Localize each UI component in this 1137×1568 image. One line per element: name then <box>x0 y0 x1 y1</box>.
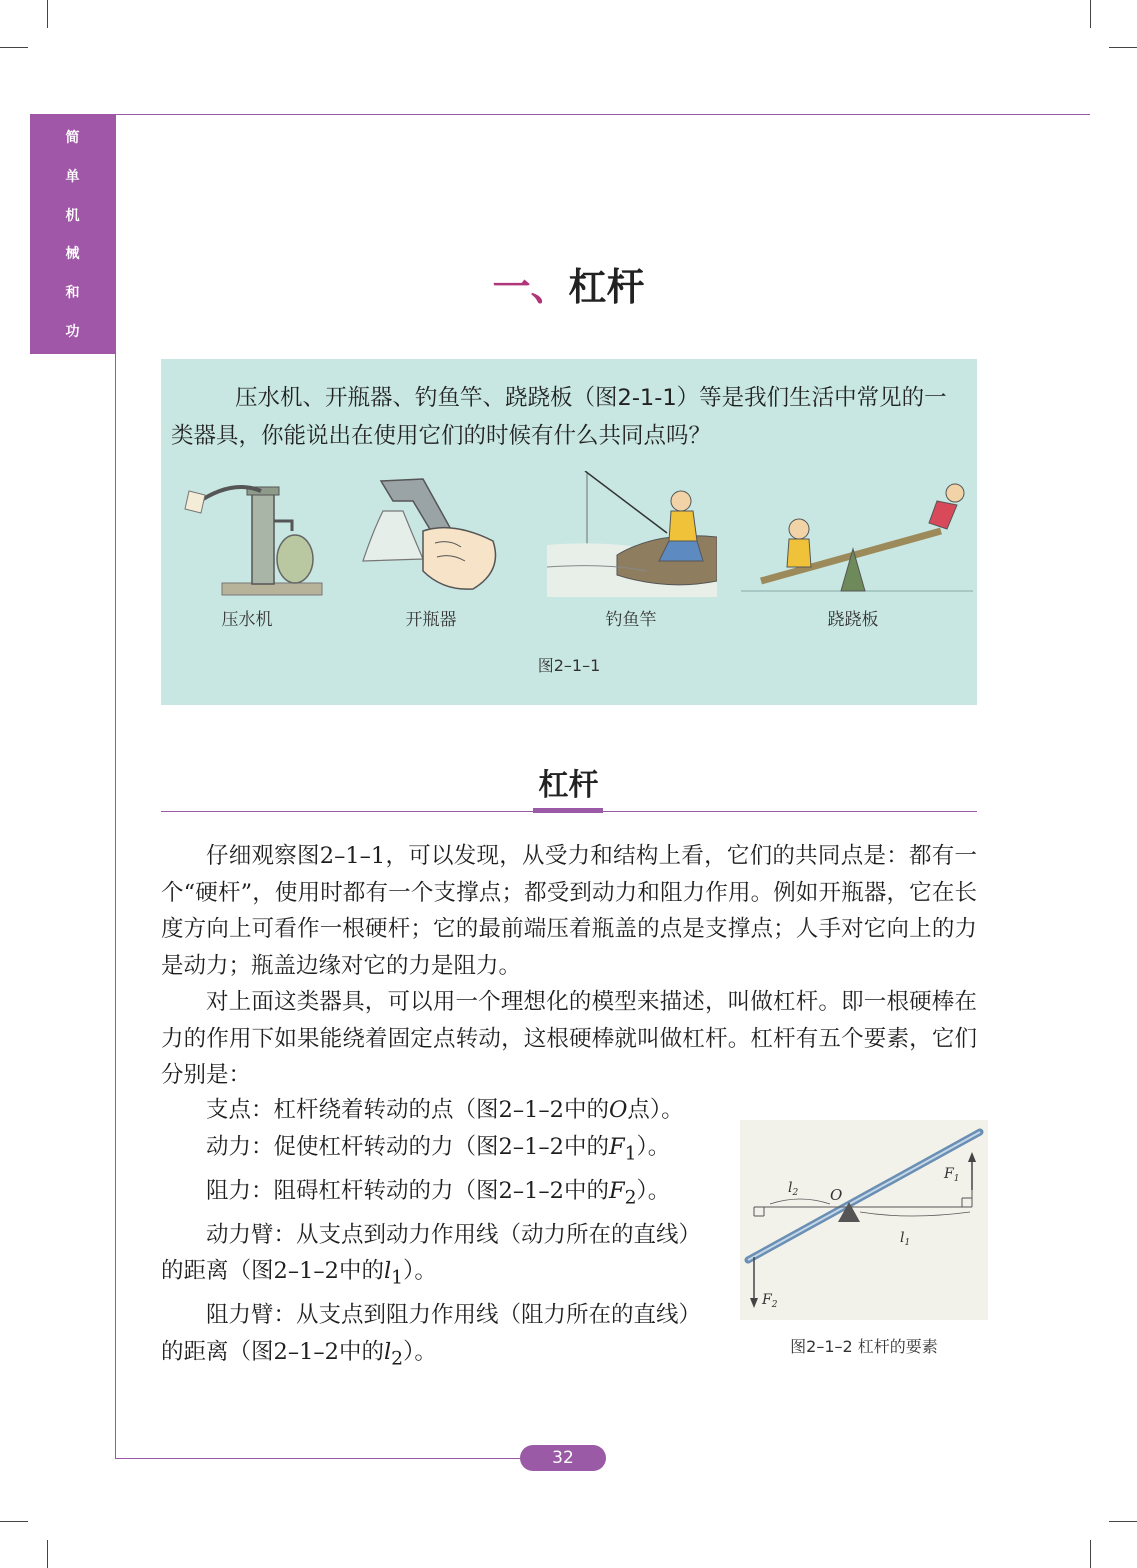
f2-label: $F_2$ <box>762 1292 778 1310</box>
lever-elements-list <box>161 1092 713 1378</box>
element-text: 阻力臂：从支点到阻力作用线（阻力所在的直线）的距离（图2–1–2中的 <box>161 1302 702 1365</box>
crop-mark <box>47 1540 48 1568</box>
chapter-tab-char: 功 <box>65 323 80 340</box>
element-subscript: 1 <box>391 1267 404 1289</box>
element-subscript: 2 <box>624 1187 637 1208</box>
element-subscript: 2 <box>391 1348 404 1369</box>
title-number: 一、 <box>492 265 569 309</box>
element-text: 阻力：阻碍杠杆转动的力（图2–1–2中的 <box>206 1177 609 1204</box>
element-resistance <box>161 1173 713 1217</box>
chapter-tab <box>30 114 115 354</box>
element-text: ）。 <box>403 1258 437 1284</box>
crop-mark <box>47 0 48 28</box>
f1-label: $F_1$ <box>944 1166 960 1184</box>
crop-mark <box>1109 1521 1137 1522</box>
paragraph: 仔细观察图2–1–1，可以发现，从受力和结构上看，它们的共同点是：都有一个“硬杆”，使用时都有一个支撑点；都受到动力和阻力作用。例如开瓶器，它在长度方向上可看作一根硬杆；它的最前端压着瓶盖的点是支撑点；人手对它向上的力是动力；瓶盖边缘对它的力是阻力。 <box>161 843 977 979</box>
element-text: 动力：促使杠杆转动的力（图2–1–2中的 <box>206 1133 609 1160</box>
caption-water-pump: 压水机 <box>221 610 273 630</box>
page-frame-bottom <box>115 1458 525 1459</box>
body-text <box>161 838 977 1094</box>
chapter-tab-char: 简 <box>65 130 80 147</box>
caption-fishing-rod: 钓鱼竿 <box>605 610 657 630</box>
l1-label: $l_1$ <box>900 1230 911 1248</box>
chapter-tab-char: 机 <box>65 207 80 224</box>
crop-mark <box>1090 1540 1091 1568</box>
element-symbol: F <box>608 1177 625 1204</box>
crop-mark <box>0 1521 28 1522</box>
crop-mark <box>0 47 28 48</box>
element-fulcrum <box>161 1092 713 1129</box>
chapter-tab-char: 单 <box>65 168 80 185</box>
element-text: 支点：杠杆绕着转动的点（图2–1–2中的 <box>206 1097 609 1123</box>
page-title <box>0 256 1137 311</box>
element-subscript: 1 <box>624 1143 637 1164</box>
element-effort-arm <box>161 1217 713 1298</box>
intro-text: 压水机、开瓶器、钓鱼竿、跷跷板（图2-1-1）等是我们生活中常见的一类器具，你能说出在使用它们的时候有什么共同点吗？ <box>171 385 947 449</box>
element-text: ）。 <box>636 1133 671 1160</box>
fulcrum-label: O <box>830 1186 843 1204</box>
water-pump-illustration <box>177 471 327 597</box>
page-frame-top <box>116 114 1090 115</box>
crop-mark <box>1090 0 1091 28</box>
crop-mark <box>1109 47 1137 48</box>
seesaw-illustration <box>741 471 973 597</box>
element-text: 动力臂：从支点到动力作用线（动力所在的直线）的距离（图2–1–2中的 <box>161 1221 702 1284</box>
element-effort <box>161 1129 713 1173</box>
fishing-rod-illustration <box>547 471 717 597</box>
element-symbol: l <box>383 1258 392 1284</box>
element-text: 点）。 <box>627 1097 684 1123</box>
element-symbol: O <box>608 1097 628 1123</box>
figure2-caption: 图2–1–2 杠杆的要素 <box>790 1337 938 1356</box>
caption-bottle-opener: 开瓶器 <box>405 610 457 630</box>
figure-label: 图2–1–1 <box>537 656 601 675</box>
title-text: 杠杆 <box>568 265 645 309</box>
element-text: ）。 <box>403 1338 437 1365</box>
chapter-tab-char: 和 <box>65 284 80 301</box>
element-symbol: F <box>608 1133 625 1160</box>
element-symbol: l <box>383 1338 392 1365</box>
intro-box <box>161 359 977 705</box>
element-text: ）。 <box>636 1177 671 1204</box>
section-title: 杠杆 <box>538 768 599 803</box>
paragraph: 对上面这类器具，可以用一个理想化的模型来描述，叫做杠杆。即一根硬棒在力的作用下如果能绕着固定点转动，这根硬棒就叫做杠杆。杠杆有五个要素，它们分别是： <box>161 989 977 1088</box>
bottle-opener-illustration <box>353 471 513 597</box>
page-number: 32 <box>520 1445 606 1471</box>
l2-label: $l_2$ <box>788 1180 799 1198</box>
lever-diagram <box>740 1120 988 1320</box>
section-rule-accent <box>533 808 603 813</box>
caption-seesaw: 跷跷板 <box>827 610 879 630</box>
chapter-tab-char: 械 <box>65 246 80 263</box>
element-resistance-arm <box>161 1297 713 1378</box>
